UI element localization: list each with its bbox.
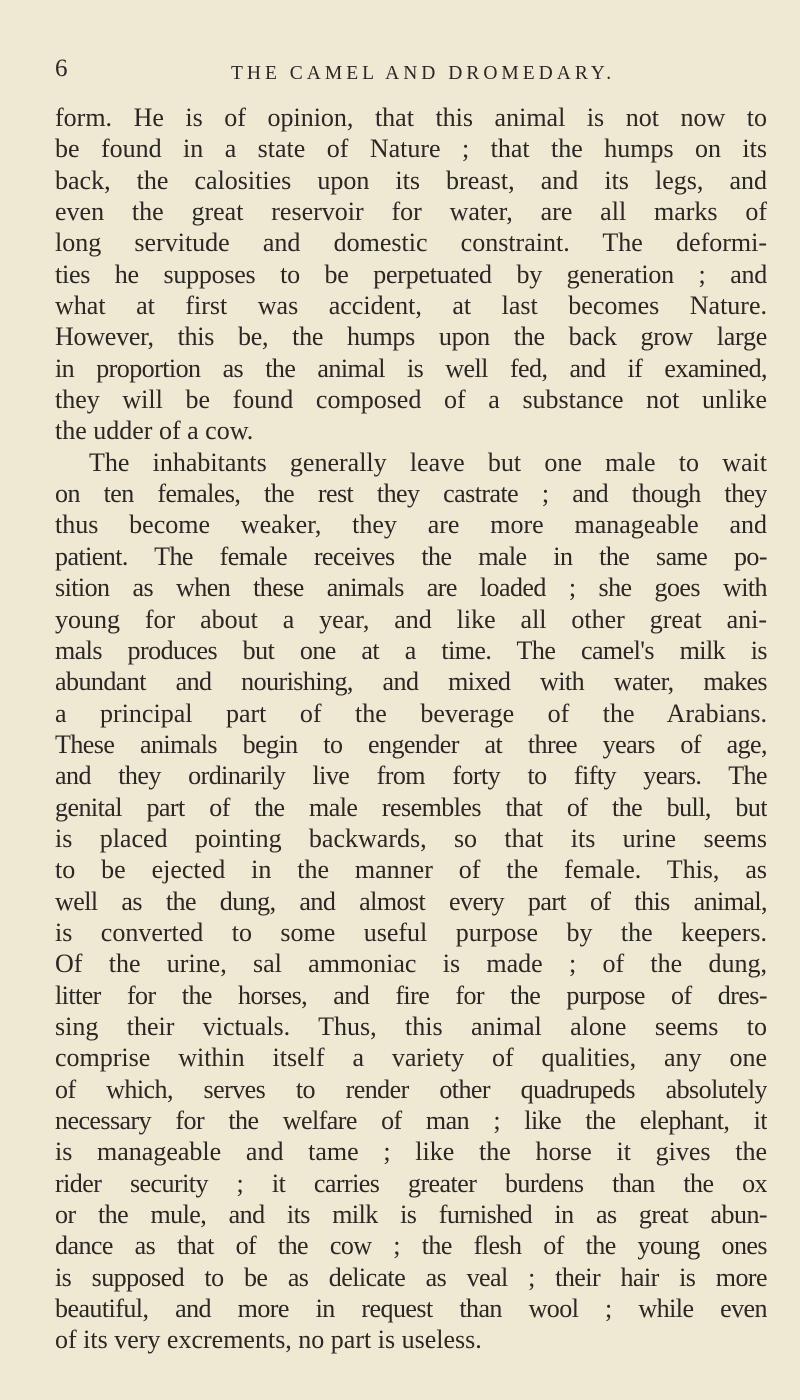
text-line: The inhabitants generally leave but one male to wait (89, 447, 767, 477)
text-line: long servitude and domestic constraint. The deformi- (55, 228, 767, 258)
text-line: is converted to some useful purpose by the keepers. (55, 917, 767, 947)
text-line: a principal part of the beverage of the Arabians. (55, 698, 767, 728)
text-line: on ten females, the rest they castrate ; and though they (55, 479, 767, 509)
body-text (55, 102, 767, 1356)
page-number: 6 (55, 55, 68, 82)
text-line: dance as that of the cow ; the flesh of the young ones (55, 1231, 767, 1261)
text-line: in proportion as the animal is well fed, and if examined, (55, 353, 767, 383)
text-line: what at first was accident, at last becomes Nature. (55, 291, 767, 321)
text-line: back, the calosities upon its breast, and its legs, and (55, 165, 767, 195)
text-line: even the great reservoir for water, are all marks of (55, 197, 767, 227)
text-line: thus become weaker, they are more manageable and (55, 510, 767, 540)
text-line: is placed pointing backwards, so that its urine seems (55, 823, 767, 853)
page-header (55, 55, 755, 95)
text-line: is supposed to be as delicate as veal ; their hair is more (55, 1262, 767, 1292)
text-line: mals produces but one at a time. The camel's milk is (55, 635, 767, 665)
text-line: or the mule, and its milk is furnished in as great abun- (55, 1200, 767, 1230)
running-title: THE CAMEL AND DROMEDARY. (231, 63, 616, 84)
text-line: rider security ; it carries greater burdens than the ox (55, 1168, 767, 1198)
text-line: form. He is of opinion, that this animal is not now to (55, 103, 767, 132)
text-line: and they ordinarily live from forty to fifty years. The (55, 761, 767, 791)
text-line: of its very excrements, no part is useless. (55, 1325, 482, 1355)
text-line: comprise within itself a variety of qualities, any one (55, 1043, 767, 1073)
text-line: Of the urine, sal ammoniac is made ; of the dung, (55, 949, 767, 979)
text-line: to be ejected in the manner of the female. This, as (55, 855, 767, 885)
text-line: is manageable and tame ; like the horse it gives the (55, 1137, 767, 1167)
text-line: litter for the horses, and fire for the purpose of dres- (55, 980, 767, 1010)
text-line: of which, serves to render other quadrupeds absolutely (55, 1074, 767, 1104)
text-line: However, this be, the humps upon the back grow large (55, 322, 767, 352)
text-line: genital part of the male resembles that of the bull, but (55, 792, 767, 822)
text-line: young for about a year, and like all other great ani- (55, 604, 767, 634)
text-line: patient. The female receives the male in the same po- (55, 541, 767, 571)
text-line: well as the dung, and almost every part of this animal, (55, 886, 767, 916)
text-line: be found in a state of Nature ; that the humps on its (55, 134, 767, 164)
text-line: ties he supposes to be perpetuated by generation ; and (55, 259, 767, 289)
text-line: necessary for the welfare of man ; like the elephant, it (55, 1106, 767, 1135)
text-line: sition as when these animals are loaded ; she goes with (55, 573, 767, 603)
text-line: they will be found composed of a substance not unlike (55, 385, 767, 415)
text-line: beautiful, and more in request than wool ; while even (55, 1294, 767, 1324)
text-line: the udder of a cow. (55, 416, 254, 446)
text-line: sing their victuals. Thus, this animal alone seems to (55, 1011, 767, 1041)
text-line: These animals begin to engender at three years of age, (55, 729, 767, 759)
text-line: abundant and nourishing, and mixed with water, makes (55, 667, 767, 697)
